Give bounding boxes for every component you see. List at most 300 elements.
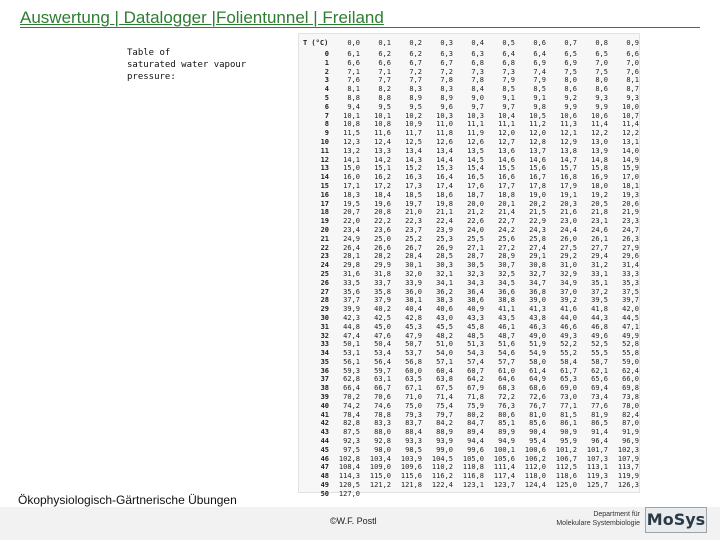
pressure-cell: 24,9: [343, 234, 360, 243]
pressure-cell: 19,1: [560, 190, 577, 199]
pressure-cell: 10,2: [405, 111, 422, 120]
table-row: [303, 103, 639, 112]
table-row: [303, 147, 639, 156]
table-row: [303, 384, 639, 393]
pressure-cell: 18,7: [467, 190, 484, 199]
table-row: [303, 332, 639, 341]
pressure-cell: 84,2: [436, 419, 453, 428]
row-temperature-cell: 29: [320, 305, 329, 314]
pressure-cell: 9,3: [595, 93, 608, 102]
pressure-cell: 119,3: [586, 472, 608, 481]
pressure-cell: 27,5: [560, 243, 577, 252]
pressure-cell: 74,2: [343, 401, 360, 410]
column-header-tenth: 0,3: [440, 39, 453, 47]
pressure-cell: 105,0: [462, 454, 484, 463]
pressure-cell: 10,3: [436, 111, 453, 120]
pressure-cell: 15,7: [560, 164, 577, 173]
pressure-cell: 103,9: [400, 454, 422, 463]
pressure-cell: 8,2: [378, 85, 391, 94]
pressure-cell: 57,1: [436, 357, 453, 366]
table-row: [303, 252, 639, 261]
pressure-cell: 9,6: [440, 102, 453, 111]
pressure-cell: 20,1: [498, 199, 515, 208]
table-row: [303, 208, 639, 217]
pressure-cell: 8,9: [409, 93, 422, 102]
pressure-cell: 15,5: [498, 164, 515, 173]
pressure-cell: 45,8: [467, 322, 484, 331]
pressure-cell: 114,3: [338, 472, 360, 481]
pressure-cell: 75,0: [405, 401, 422, 410]
pressure-cell: 27,4: [529, 243, 546, 252]
row-temperature-cell: 31: [320, 322, 329, 331]
pressure-cell: 12,7: [498, 137, 515, 146]
pressure-cell: 6,8: [471, 58, 484, 67]
table-row: [303, 200, 639, 209]
pressure-cell: 62,4: [622, 366, 639, 375]
pressure-cell: 30,5: [467, 261, 484, 270]
pressure-cell: 80,2: [467, 410, 484, 419]
row-temperature-cell: 18: [320, 208, 329, 217]
row-temperature-cell: 1: [324, 58, 329, 67]
pressure-cell: 8,8: [378, 93, 391, 102]
pressure-cell: 38,8: [498, 296, 515, 305]
pressure-cell: 17,6: [467, 181, 484, 190]
pressure-cell: 7,7: [378, 76, 391, 85]
pressure-cell: 48,7: [498, 331, 515, 340]
pressure-cell: 64,9: [529, 375, 546, 384]
pressure-cell: 108,4: [338, 463, 360, 472]
pressure-cell: 21,2: [467, 208, 484, 217]
pressure-cell: 72,6: [529, 393, 546, 402]
pressure-cell: 19,3: [622, 190, 639, 199]
pressure-cell: 65,6: [591, 375, 608, 384]
pressure-cell: 55,2: [560, 349, 577, 358]
pressure-cell: [484, 490, 515, 499]
row-temperature-cell: 42: [320, 419, 329, 428]
pressure-cell: 50,7: [405, 340, 422, 349]
pressure-cell: 6,4: [533, 50, 546, 58]
row-temperature-cell: 38: [320, 384, 329, 393]
pressure-cell: 122,4: [431, 481, 453, 490]
pressure-cell: 7,8: [440, 76, 453, 85]
pressure-cell: 68,6: [529, 384, 546, 393]
pressure-cell: 78,0: [622, 401, 639, 410]
column-header-tenth: 0,2: [409, 39, 422, 47]
pressure-cell: 101,7: [586, 445, 608, 454]
pressure-cell: 69,0: [560, 384, 577, 393]
pressure-cell: 71,8: [467, 393, 484, 402]
pressure-cell: 9,4: [347, 102, 360, 111]
row-temperature-cell: 48: [320, 472, 329, 481]
pressure-cell: 34,7: [529, 278, 546, 287]
pressure-cell: 53,4: [374, 349, 391, 358]
pressure-cell: 13,3: [374, 146, 391, 155]
pressure-cell: 34,5: [498, 278, 515, 287]
pressure-cell: 51,0: [436, 340, 453, 349]
pressure-cell: 44,0: [560, 313, 577, 322]
pressure-cell: 61,7: [560, 366, 577, 375]
pressure-cell: 46,1: [498, 322, 515, 331]
pressure-cell: 55,5: [591, 349, 608, 358]
pressure-cell: 26,6: [374, 243, 391, 252]
pressure-cell: 32,0: [405, 269, 422, 278]
pressure-cell: 20,3: [560, 199, 577, 208]
table-row: [303, 323, 639, 332]
pressure-cell: 13,6: [498, 146, 515, 155]
pressure-cell: 23,0: [560, 217, 577, 226]
row-temperature-cell: 24: [320, 261, 329, 270]
pressure-cell: 11,9: [467, 129, 484, 138]
pressure-cell: 9,8: [533, 102, 546, 111]
pressure-cell: 12,1: [560, 129, 577, 138]
pressure-cell: 43,3: [467, 313, 484, 322]
row-temperature-cell: 47: [320, 463, 329, 472]
pressure-cell: 19,2: [591, 190, 608, 199]
table-row: [303, 76, 639, 85]
pressure-cell: 69,8: [622, 384, 639, 393]
pressure-cell: 22,0: [343, 217, 360, 226]
pressure-cell: 83,3: [374, 419, 391, 428]
pressure-cell: 8,9: [440, 93, 453, 102]
pressure-cell: 46,6: [560, 322, 577, 331]
pressure-cell: 54,3: [467, 349, 484, 358]
pressure-cell: 91,4: [591, 428, 608, 437]
pressure-cell: 7,2: [440, 67, 453, 76]
pressure-cell: 42,3: [343, 313, 360, 322]
pressure-cell: 8,4: [471, 85, 484, 94]
pressure-cell: 17,8: [529, 181, 546, 190]
pressure-cell: 33,7: [374, 278, 391, 287]
pressure-cell: 33,9: [405, 278, 422, 287]
pressure-cell: 25,2: [405, 234, 422, 243]
pressure-cell: 65,3: [560, 375, 577, 384]
pressure-cell: 115,6: [400, 472, 422, 481]
pressure-cell: 26,4: [343, 243, 360, 252]
pressure-cell: 102,3: [617, 445, 639, 454]
table-row: [303, 393, 639, 402]
pressure-cell: 41,1: [498, 305, 515, 314]
pressure-cell: 22,4: [436, 217, 453, 226]
pressure-cell: 10,1: [374, 111, 391, 120]
pressure-cell: 10,6: [560, 111, 577, 120]
row-temperature-cell: 37: [320, 375, 329, 384]
pressure-cell: 73,4: [591, 393, 608, 402]
pressure-cell: 8,1: [626, 76, 639, 85]
pressure-cell: 46,3: [529, 322, 546, 331]
pressure-cell: 50,1: [343, 340, 360, 349]
pressure-cell: 54,9: [529, 349, 546, 358]
pressure-cell: 88,9: [436, 428, 453, 437]
pressure-cell: 82,8: [343, 419, 360, 428]
pressure-cell: 49,6: [591, 331, 608, 340]
pressure-cell: 8,5: [533, 85, 546, 94]
pressure-cell: 28,5: [436, 252, 453, 261]
pressure-cell: 15,2: [405, 164, 422, 173]
pressure-cell: 20,0: [467, 199, 484, 208]
pressure-cell: 63,8: [436, 375, 453, 384]
pressure-cell: 85,6: [529, 419, 546, 428]
pressure-cell: 90,4: [529, 428, 546, 437]
pressure-cell: 89,9: [498, 428, 515, 437]
column-header-tenth: 0,0: [347, 39, 360, 47]
pressure-cell: 11,1: [467, 120, 484, 129]
pressure-cell: 97,5: [343, 445, 360, 454]
pressure-cell: 60,4: [436, 366, 453, 375]
pressure-cell: 15,8: [591, 164, 608, 173]
pressure-cell: 12,9: [560, 137, 577, 146]
pressure-cell: 36,4: [467, 287, 484, 296]
row-temperature-cell: 33: [320, 340, 329, 349]
pressure-cell: 25,3: [436, 234, 453, 243]
pressure-cell: 18,1: [622, 181, 639, 190]
table-row: [303, 314, 639, 323]
pressure-cell: 27,1: [467, 243, 484, 252]
pressure-cell: 37,0: [560, 287, 577, 296]
pressure-cell: 26,1: [591, 234, 608, 243]
row-temperature-cell: 20: [320, 225, 329, 234]
table-row: [303, 94, 639, 103]
pressure-cell: 16,6: [498, 173, 515, 182]
row-temperature-cell: 46: [320, 454, 329, 463]
pressure-cell: 13,4: [405, 146, 422, 155]
pressure-cell: 13,1: [622, 137, 639, 146]
pressure-cell: 8,3: [440, 85, 453, 94]
pressure-cell: 7,3: [502, 67, 515, 76]
pressure-cell: 22,7: [498, 217, 515, 226]
pressure-cell: 70,2: [343, 393, 360, 402]
pressure-cell: 10,3: [467, 111, 484, 120]
pressure-cell: 96,4: [591, 437, 608, 446]
pressure-cell: 7,0: [626, 58, 639, 67]
pressure-cell: 30,7: [498, 261, 515, 270]
table-row: [303, 50, 639, 59]
pressure-cell: 80,6: [498, 410, 515, 419]
pressure-cell: 79,7: [436, 410, 453, 419]
pressure-cell: 24,0: [467, 225, 484, 234]
pressure-cell: 86,5: [591, 419, 608, 428]
pressure-cell: 102,8: [338, 454, 360, 463]
row-temperature-cell: 17: [320, 199, 329, 208]
pressure-cell: 69,4: [591, 384, 608, 393]
pressure-cell: 8,0: [595, 76, 608, 85]
pressure-cell: 6,4: [502, 50, 515, 58]
pressure-cell: 31,6: [343, 269, 360, 278]
pressure-cell: 22,6: [467, 217, 484, 226]
pressure-cell: 9,3: [626, 93, 639, 102]
row-temperature-cell: 7: [324, 111, 329, 120]
pressure-cell: 9,5: [378, 102, 391, 111]
table-row: [303, 358, 639, 367]
pressure-cell: 31,2: [591, 261, 608, 270]
pressure-cell: 28,9: [498, 252, 515, 261]
pressure-cell: 16,8: [560, 173, 577, 182]
pressure-cell: 72,2: [498, 393, 515, 402]
pressure-cell: 28,1: [343, 252, 360, 261]
pressure-cell: 38,3: [436, 296, 453, 305]
column-header-tenth: 0,7: [564, 39, 577, 47]
pressure-cell: 56,1: [343, 357, 360, 366]
pressure-cell: 10,9: [405, 120, 422, 129]
pressure-cell: [391, 490, 422, 499]
pressure-cell: 89,4: [467, 428, 484, 437]
pressure-cell: 22,3: [405, 217, 422, 226]
pressure-cell: 42,0: [622, 305, 639, 314]
pressure-cell: 27,2: [498, 243, 515, 252]
pressure-cell: 109,0: [369, 463, 391, 472]
pressure-cell: 62,1: [591, 366, 608, 375]
pressure-cell: 25,8: [529, 234, 546, 243]
pressure-cell: 16,2: [374, 173, 391, 182]
pressure-cell: 38,1: [405, 296, 422, 305]
pressure-cell: 33,5: [343, 278, 360, 287]
pressure-cell: 10,7: [622, 111, 639, 120]
pressure-cell: 22,9: [529, 217, 546, 226]
pressure-cell: 55,8: [622, 349, 639, 358]
pressure-cell: 40,9: [467, 305, 484, 314]
row-temperature-cell: 32: [320, 331, 329, 340]
pressure-cell: 7,5: [564, 67, 577, 76]
table-row: [303, 349, 639, 358]
pressure-cell: 20,6: [622, 199, 639, 208]
pressure-cell: 40,6: [436, 305, 453, 314]
table-row: [303, 112, 639, 121]
pressure-cell: 24,4: [560, 225, 577, 234]
table-row: [303, 437, 639, 446]
pressure-cell: 53,1: [343, 349, 360, 358]
pressure-cell: 11,1: [498, 120, 515, 129]
pressure-cell: 118,0: [524, 472, 546, 481]
pressure-cell: 6,5: [595, 50, 608, 58]
pressure-cell: 6,2: [409, 50, 422, 58]
row-temperature-cell: 21: [320, 234, 329, 243]
pressure-cell: 71,0: [405, 393, 422, 402]
table-caption: [127, 47, 297, 83]
pressure-cell: 52,2: [560, 340, 577, 349]
pressure-cell: 43,8: [529, 313, 546, 322]
pressure-cell: 20,7: [343, 208, 360, 217]
pressure-cell: 8,8: [347, 93, 360, 102]
pressure-cell: 71,4: [436, 393, 453, 402]
row-temperature-cell: 35: [320, 357, 329, 366]
pressure-cell: 66,4: [343, 384, 360, 393]
pressure-cell: 21,5: [529, 208, 546, 217]
pressure-cell: 18,5: [405, 190, 422, 199]
pressure-cell: 7,4: [533, 67, 546, 76]
pressure-cell: 52,8: [622, 340, 639, 349]
pressure-cell: 64,6: [498, 375, 515, 384]
pressure-cell: 49,0: [529, 331, 546, 340]
pressure-cell: 59,7: [374, 366, 391, 375]
pressure-cell: 60,7: [467, 366, 484, 375]
pressure-cell: 58,7: [591, 357, 608, 366]
table-row: [303, 226, 639, 235]
row-temperature-cell: 13: [320, 164, 329, 173]
pressure-cell: 14,8: [591, 155, 608, 164]
pressure-cell: 19,7: [405, 199, 422, 208]
table-row: [303, 217, 639, 226]
pressure-cell: 9,1: [502, 93, 515, 102]
pressure-cell: 84,7: [467, 419, 484, 428]
pressure-cell: 63,5: [405, 375, 422, 384]
pressure-cell: 20,2: [529, 199, 546, 208]
pressure-cell: 51,3: [467, 340, 484, 349]
row-temperature-cell: 15: [320, 181, 329, 190]
table-row: [303, 375, 639, 384]
pressure-cell: 54,0: [436, 349, 453, 358]
pressure-cell: 64,2: [467, 375, 484, 384]
pressure-cell: 98,0: [374, 445, 391, 454]
pressure-cell: 49,3: [560, 331, 577, 340]
pressure-cell: 12,0: [529, 129, 546, 138]
row-temperature-cell: 40: [320, 401, 329, 410]
pressure-cell: 78,4: [343, 410, 360, 419]
row-temperature-cell: 30: [320, 313, 329, 322]
pressure-cell: 15,6: [529, 164, 546, 173]
pressure-cell: 47,9: [405, 331, 422, 340]
table-row: [303, 120, 639, 129]
pressure-cell: 13,9: [591, 146, 608, 155]
pressure-cell: 22,2: [374, 217, 391, 226]
pressure-cell: 6,2: [378, 50, 391, 58]
pressure-cell: 9,7: [502, 102, 515, 111]
pressure-cell: 96,9: [622, 437, 639, 446]
pressure-cell: 77,1: [560, 401, 577, 410]
pressure-cell: 56,4: [374, 357, 391, 366]
pressure-cell: 35,8: [374, 287, 391, 296]
pressure-cell: 75,4: [436, 401, 453, 410]
pressure-cell: 14,7: [560, 155, 577, 164]
pressure-cell: 19,0: [529, 190, 546, 199]
caption-line-2: saturated water vapour pressure:: [127, 60, 247, 82]
pressure-cell: 10,8: [374, 120, 391, 129]
pressure-cell: 23,1: [591, 217, 608, 226]
pressure-cell: 25,5: [467, 234, 484, 243]
pressure-cell: 10,0: [622, 102, 639, 111]
pressure-cell: 24,2: [498, 225, 515, 234]
pressure-cell: 28,4: [405, 252, 422, 261]
pressure-cell: 39,2: [560, 296, 577, 305]
pressure-cell: 7,7: [409, 76, 422, 85]
pressure-cell: 6,6: [378, 58, 391, 67]
table-row: [303, 235, 639, 244]
pressure-cell: 36,8: [529, 287, 546, 296]
pressure-cell: 13,4: [436, 146, 453, 155]
vapour-pressure-table: [303, 36, 639, 499]
pressure-cell: 87,0: [622, 419, 639, 428]
table-row: [303, 173, 639, 182]
pressure-cell: 15,1: [374, 164, 391, 173]
pressure-cell: 100,1: [493, 445, 515, 454]
pressure-cell: 94,9: [498, 437, 515, 446]
pressure-cell: 7,9: [502, 76, 515, 85]
pressure-cell: 23,7: [405, 225, 422, 234]
pressure-cell: 127,0: [338, 489, 360, 498]
pressure-cell: 12,2: [622, 129, 639, 138]
pressure-cell: 39,5: [591, 296, 608, 305]
row-temperature-cell: 39: [320, 393, 329, 402]
pressure-cell: 47,4: [343, 331, 360, 340]
row-temperature-cell: 2: [324, 67, 329, 76]
pressure-cell: 12,3: [343, 137, 360, 146]
pressure-cell: 53,7: [405, 349, 422, 358]
row-temperature-cell: 12: [320, 155, 329, 164]
pressure-cell: 123,1: [462, 481, 484, 490]
row-temperature-cell: 41: [320, 410, 329, 419]
pressure-cell: 41,6: [560, 305, 577, 314]
table-row: [303, 428, 639, 437]
pressure-cell: 11,5: [343, 129, 360, 138]
pressure-cell: 67,1: [405, 384, 422, 393]
